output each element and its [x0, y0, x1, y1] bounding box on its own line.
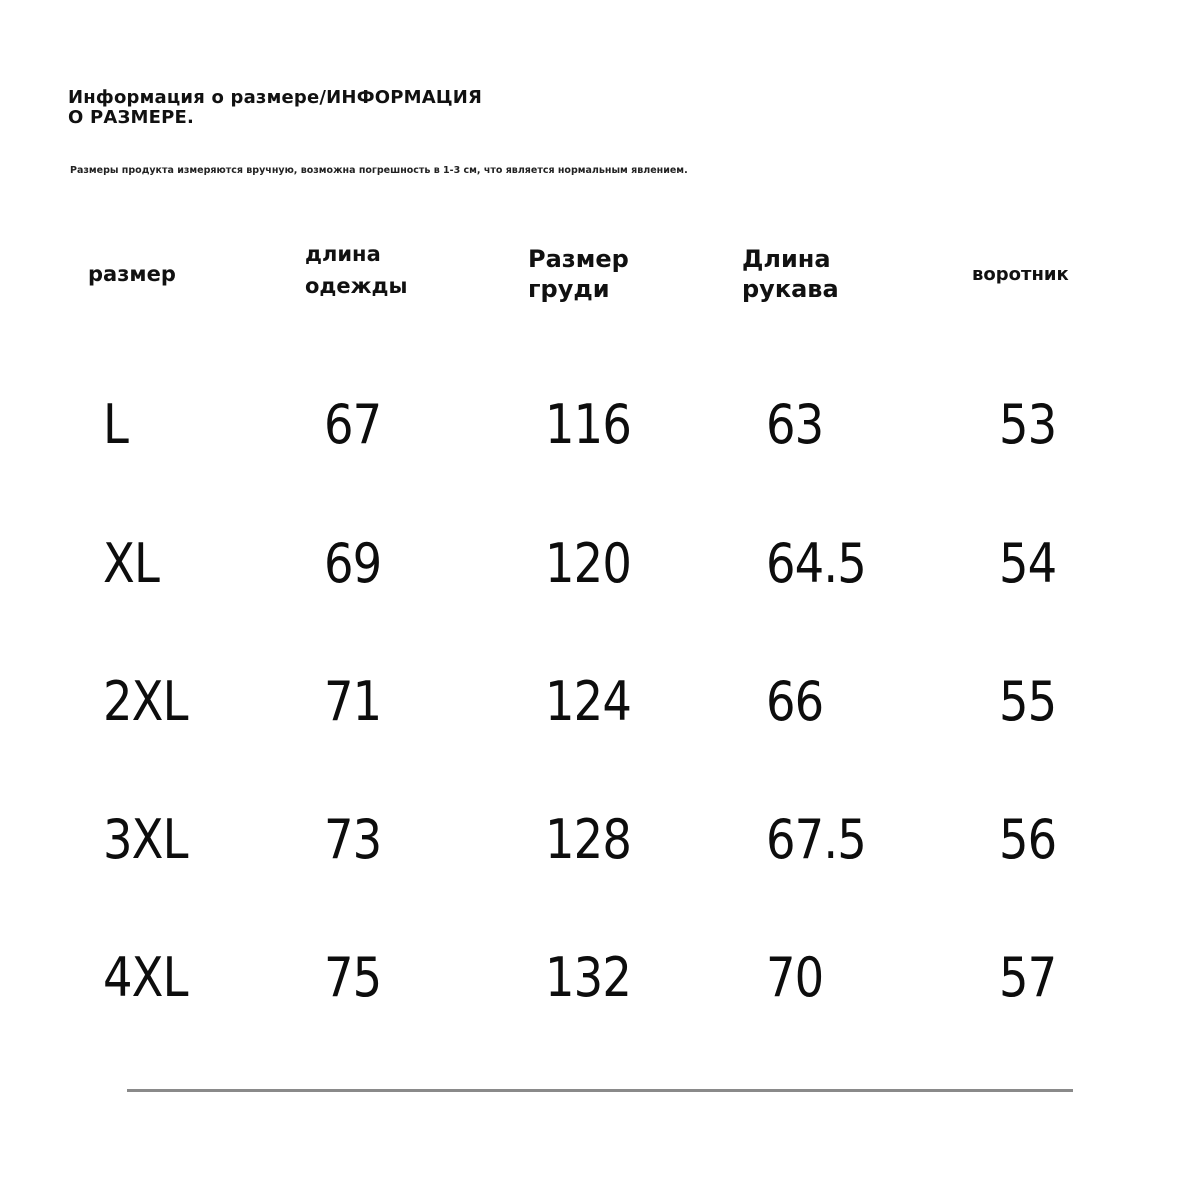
row-l-collar: 53: [999, 393, 1057, 456]
row-2xl-collar: 55: [999, 670, 1057, 733]
row-4xl-size: 4XL: [103, 946, 188, 1009]
row-3xl-length: 73: [324, 808, 382, 871]
row-3xl-size: 3XL: [103, 808, 188, 871]
row-2xl-length: 71: [324, 670, 382, 733]
header-size: размер: [88, 262, 176, 286]
row-4xl-sleeve: 70: [766, 946, 824, 1009]
row-l-length: 67: [324, 393, 382, 456]
row-2xl-sleeve: 66: [766, 670, 824, 733]
row-4xl-collar: 57: [999, 946, 1057, 1009]
row-4xl-length: 75: [324, 946, 382, 1009]
row-3xl-collar: 56: [999, 808, 1057, 871]
header-sleeve: Длина рукава: [742, 245, 839, 303]
bottom-divider: [127, 1089, 1073, 1092]
row-xl-sleeve: 64.5: [766, 532, 866, 595]
page-title: Информация о размере/ИНФОРМАЦИЯ О РАЗМЕРЕ.: [68, 87, 483, 128]
row-xl-length: 69: [324, 532, 382, 595]
row-l-sleeve: 63: [766, 393, 824, 456]
row-xl-size: XL: [103, 532, 159, 595]
row-2xl-chest: 124: [545, 670, 632, 733]
row-2xl-size: 2XL: [103, 670, 188, 733]
row-l-size: L: [103, 393, 129, 456]
row-xl-chest: 120: [545, 532, 632, 595]
row-l-chest: 116: [545, 393, 632, 456]
row-3xl-chest: 128: [545, 808, 632, 871]
header-collar: воротник: [972, 264, 1069, 285]
row-3xl-sleeve: 67.5: [766, 808, 866, 871]
header-length: длина одежды: [305, 242, 408, 298]
measurement-note: Размеры продукта измеряются вручную, возможна погрешность в 1-3 см, что является нормальным явлением.: [70, 165, 688, 176]
row-4xl-chest: 132: [545, 946, 632, 1009]
header-chest: Размер груди: [528, 245, 629, 303]
row-xl-collar: 54: [999, 532, 1057, 595]
